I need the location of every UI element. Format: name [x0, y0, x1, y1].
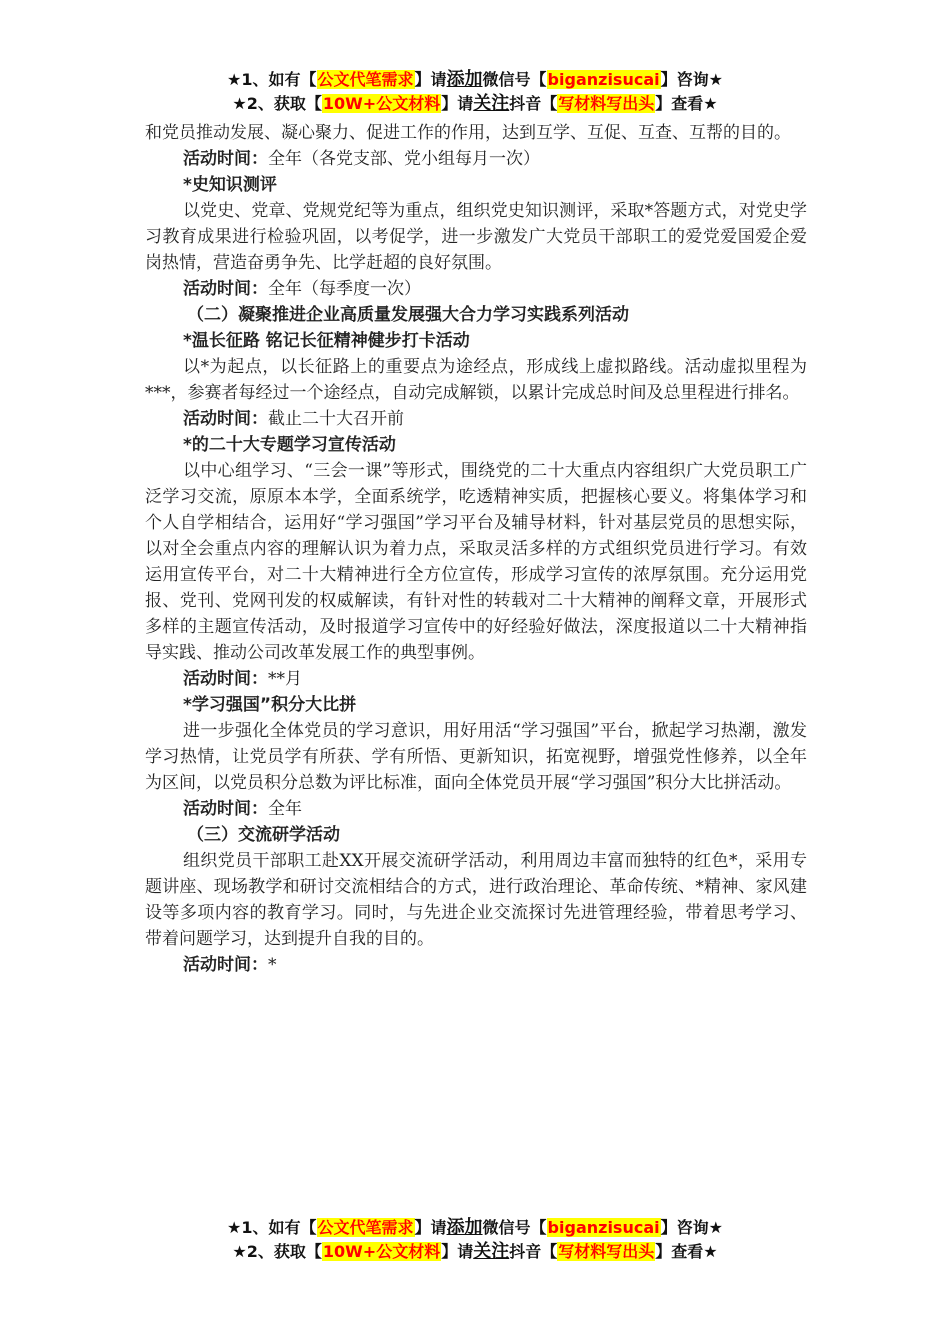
bottom-banner [0, 1216, 950, 1264]
paragraph: 进一步强化全体党员的学习意识，用好用活“学习强国”平台，掀起学习热潮，激发学习热情，让党员学有所获、学有所悟、更新知识，拓宽视野，增强党性修养，以全年为区间，以党员积分总数为评比标准，面向全体党员开展“学习强国”积分大比拼活动。 [145, 721, 807, 793]
banner-line-1: ★1、如有【公文代笔需求】请添加微信号【biganzisucai】咨询★ [227, 69, 723, 90]
activity-time: 活动时间：全年（每季度一次） [183, 279, 421, 299]
paragraph: 以*为起点，以长征路上的重要点为途经点，形成线上虚拟路线。活动虚拟里程为***，参赛者每经过一个途经点，自动完成解锁，以累计完成总时间及总里程进行排名。 [145, 357, 807, 403]
section-heading: （三）交流研学活动 [187, 825, 340, 845]
star-icon: ★ [232, 94, 247, 113]
highlight-wechat-id: biganzisucai [547, 70, 660, 89]
activity-time: 活动时间：全年 [183, 799, 302, 819]
banner-line-1: ★1、如有【公文代笔需求】请添加微信号【biganzisucai】咨询★ [227, 1217, 723, 1238]
star-icon: ★ [227, 70, 242, 89]
paragraph: 组织党员干部职工赴XX开展交流研学活动，利用周边丰富而独特的红色*，采用专题讲座、现场教学和研讨交流相结合的方式，进行政治理论、革命传统、*精神、家风建设等多项内容的教育学习。同时，与先进企业交流探讨先进管理经验，带着思考学习、带着问题学习，达到提升自我的目的。 [145, 851, 807, 949]
paragraph: 以党史、党章、党规党纪等为重点，组织党史知识测评，采取*答题方式，对党史学习教育成果进行检验巩固，以考促学，进一步激发广大党员干部职工的爱党爱国爱企爱岗热情，营造奋勇争先、比学赶超的良好氛围。 [145, 201, 807, 273]
activity-time: 活动时间：**月 [183, 669, 302, 689]
star-icon: ★ [232, 1242, 247, 1261]
highlight-materials: 10W+公文材料 [322, 94, 441, 113]
highlight-douyin-id: 写材料写出头 [558, 94, 655, 113]
activity-time: 活动时间：截止二十大召开前 [183, 409, 404, 429]
highlight-service: 公文代笔需求 [317, 1218, 414, 1237]
activity-heading: *的二十大专题学习宣传活动 [183, 435, 396, 455]
document-body [145, 120, 807, 978]
activity-heading: *学习强国”积分大比拼 [183, 695, 357, 715]
highlight-douyin-id: 写材料写出头 [558, 1242, 655, 1261]
activity-time: 活动时间：全年（各党支部、党小组每月一次） [183, 149, 540, 169]
banner-line-2: ★2、获取【10W+公文材料】请关注抖音【写材料写出头】查看★ [232, 93, 718, 114]
activity-time: 活动时间：* [183, 955, 277, 975]
highlight-service: 公文代笔需求 [317, 70, 414, 89]
star-icon: ★ [227, 1218, 242, 1237]
activity-heading: *温长征路 铭记长征精神健步打卡活动 [183, 331, 470, 351]
paragraph: 和党员推动发展、凝心聚力、促进工作的作用，达到互学、互促、互查、互帮的目的。 [145, 123, 791, 143]
activity-heading: *史知识测评 [183, 175, 277, 195]
highlight-materials: 10W+公文材料 [322, 1242, 441, 1261]
banner-line-2: ★2、获取【10W+公文材料】请关注抖音【写材料写出头】查看★ [232, 1241, 718, 1262]
section-heading: （二）凝聚推进企业高质量发展强大合力学习实践系列活动 [187, 305, 629, 325]
top-banner [0, 68, 950, 116]
paragraph: 以中心组学习、“三会一课”等形式，围绕党的二十大重点内容组织广大党员职工广泛学习交流，原原本本学，全面系统学，吃透精神实质，把握核心要义。将集体学习和个人自学相结合，运用好“学习强国”学习平台及辅导材料，针对基层党员的思想实际，以对全会重点内容的理解认识为着力点，采取灵活多样的方式组织党员进行学习。有效运用宣传平台，对二十大精神进行全方位宣传，形成学习宣传的浓厚氛围。充分运用党报、党刊、党网刊发的权威解读，有针对性的转载对二十大精神的阐释文章，开展形式多样的主题宣传活动，及时报道学习宣传中的好经验好做法，深度报道以二十大精神指导实践、推动公司改革发展工作的典型事例。 [145, 461, 807, 663]
highlight-wechat-id: biganzisucai [547, 1218, 660, 1237]
